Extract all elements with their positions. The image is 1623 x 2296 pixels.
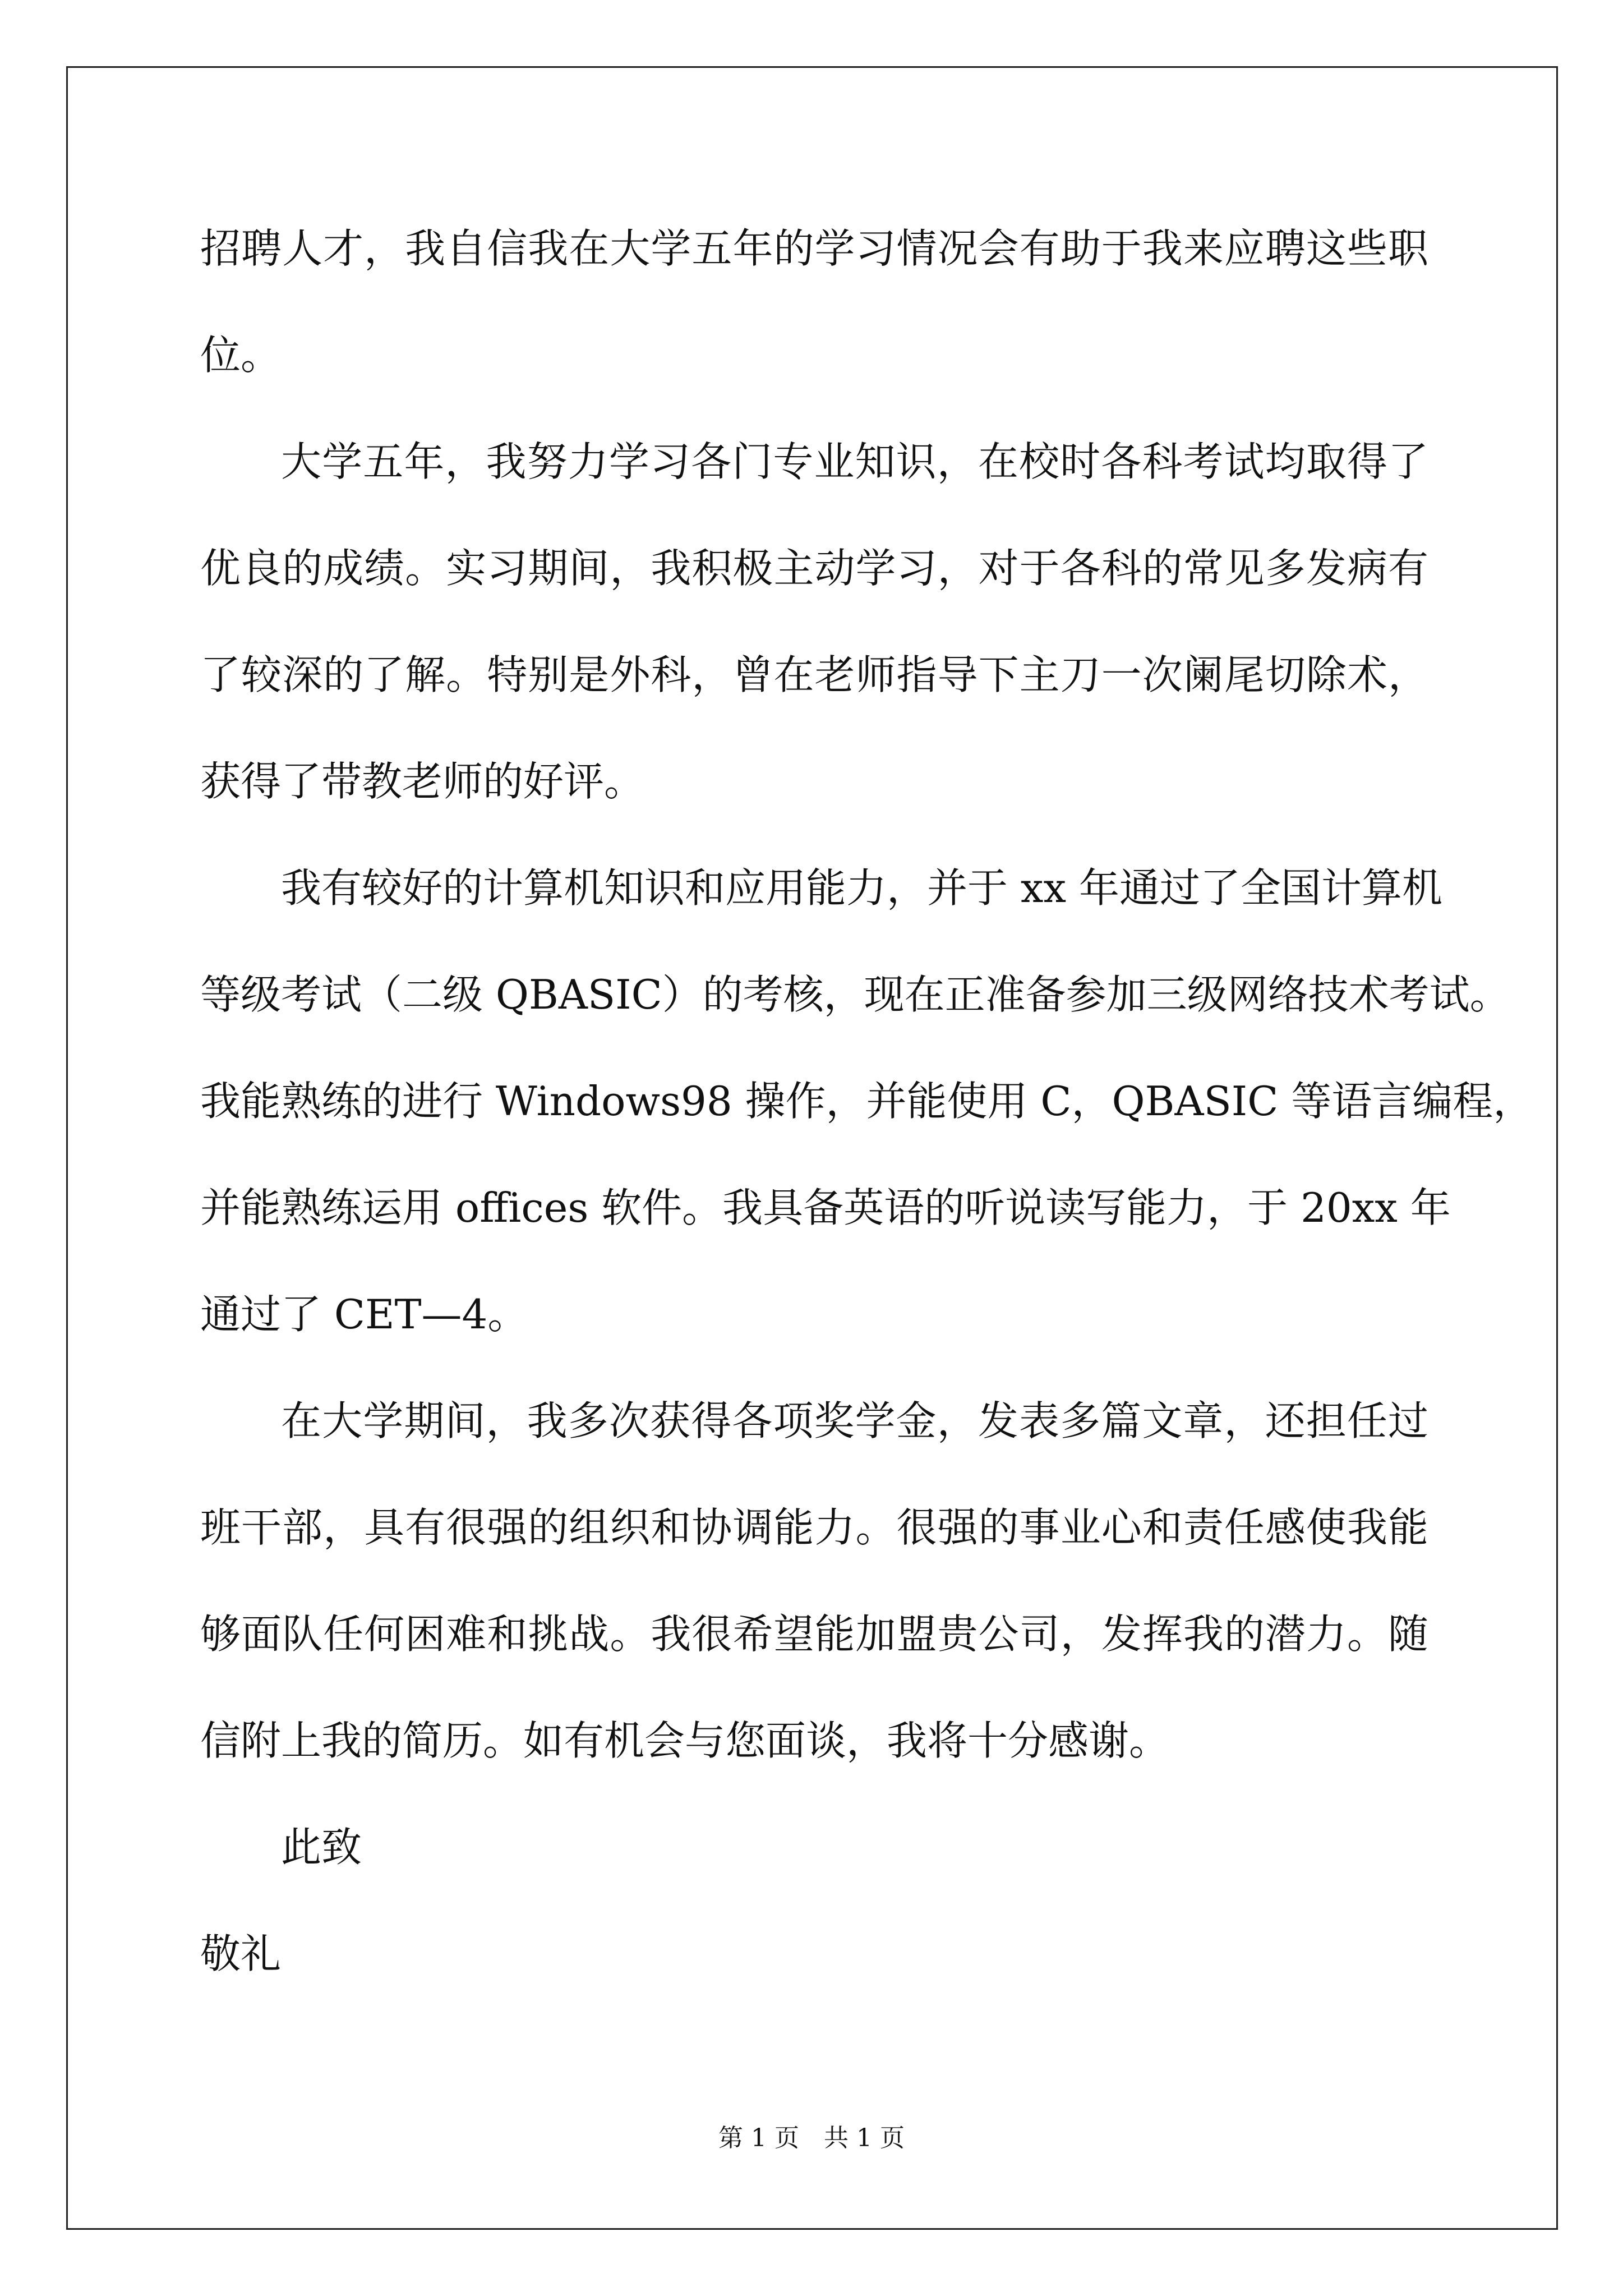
text-line: 大学五年，我努力学习各门专业知识，在校时各科考试均取得了	[281, 438, 1428, 485]
text-line: 够面队任何困难和挑战。我很希望能加盟贵公司，发挥我的潜力。随	[200, 1611, 1428, 1658]
text-line: 通过了 CET—4。	[200, 1291, 528, 1338]
text-line: 位。	[200, 332, 282, 379]
text-line: 我能熟练的进行 Windows98 操作，并能使用 C，QBASIC 等语言编程，	[200, 1078, 1534, 1125]
text-line: 了较深的了解。特别是外科，曾在老师指导下主刀一次阑尾切除术，	[200, 651, 1428, 698]
text-line: 获得了带教老师的好评。	[200, 758, 645, 805]
text-line: 优良的成绩。实习期间，我积极主动学习，对于各科的常见多发病有	[200, 545, 1428, 592]
salutation-line: 敬礼	[200, 1930, 282, 1977]
text-line: 我有较好的计算机知识和应用能力，并于 xx 年通过了全国计算机	[281, 864, 1442, 912]
text-line: 在大学期间，我多次获得各项奖学金，发表多篇文章，还担任过	[281, 1397, 1428, 1444]
text-line: 招聘人才，我自信我在大学五年的学习情况会有助于我来应聘这些职	[200, 225, 1428, 272]
text-line: 等级考试（二级 QBASIC）的考核，现在正准备参加三级网络技术考试。	[200, 971, 1510, 1018]
text-line: 班干部，具有很强的组织和协调能力。很强的事业心和责任感使我能	[200, 1504, 1428, 1551]
closing-line: 此致	[281, 1824, 362, 1871]
text-line: 信附上我的简历。如有机会与您面谈，我将十分感谢。	[200, 1717, 1170, 1764]
page-number: 第 1 页 共 1 页	[718, 2124, 905, 2152]
text-line: 并能熟练运用 offices 软件。我具备英语的听说读写能力，于 20xx 年	[200, 1184, 1451, 1231]
letter-body	[200, 212, 1534, 2024]
